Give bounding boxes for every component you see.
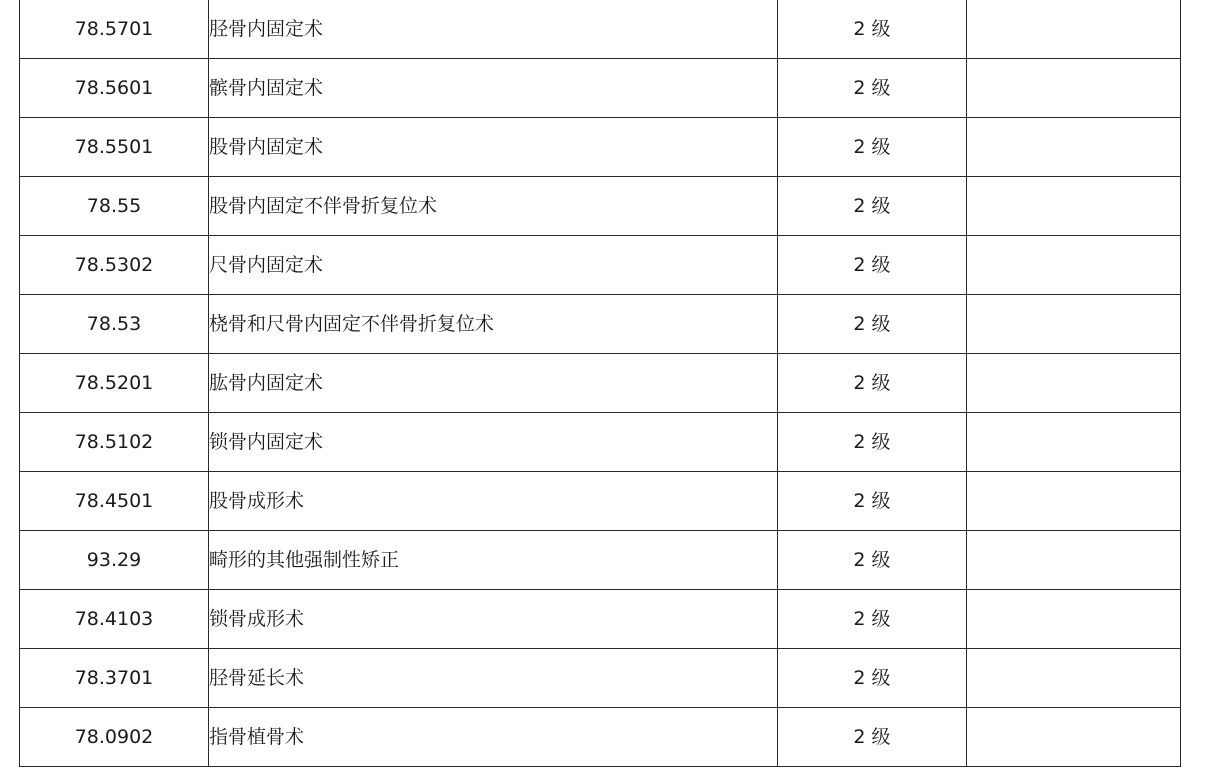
table-row bbox=[20, 354, 1181, 413]
procedure-level-cell: 2 级 bbox=[778, 118, 967, 177]
remarks-cell bbox=[967, 59, 1181, 118]
remarks-cell bbox=[967, 118, 1181, 177]
procedure-name-cell: 股骨内固定不伴骨折复位术 bbox=[209, 177, 778, 236]
procedure-level-cell: 2 级 bbox=[778, 472, 967, 531]
table-row bbox=[20, 236, 1181, 295]
table-row bbox=[20, 531, 1181, 590]
procedure-level-cell: 2 级 bbox=[778, 177, 967, 236]
procedure-name-cell: 指骨植骨术 bbox=[209, 708, 778, 767]
procedure-code-cell: 78.55 bbox=[20, 177, 209, 236]
procedure-level-cell: 2 级 bbox=[778, 531, 967, 590]
procedure-level-cell: 2 级 bbox=[778, 413, 967, 472]
procedure-name-cell: 股骨内固定术 bbox=[209, 118, 778, 177]
table-row bbox=[20, 118, 1181, 177]
procedure-code-cell: 78.5601 bbox=[20, 59, 209, 118]
procedure-name-cell: 胫骨延长术 bbox=[209, 649, 778, 708]
procedure-name-cell: 胫骨内固定术 bbox=[209, 0, 778, 59]
procedure-name-cell: 桡骨和尺骨内固定不伴骨折复位术 bbox=[209, 295, 778, 354]
procedure-level-cell: 2 级 bbox=[778, 295, 967, 354]
procedure-name-cell: 肱骨内固定术 bbox=[209, 354, 778, 413]
table-row bbox=[20, 590, 1181, 649]
procedure-code-cell: 78.5302 bbox=[20, 236, 209, 295]
procedure-code-cell: 78.4103 bbox=[20, 590, 209, 649]
procedure-level-cell: 2 级 bbox=[778, 236, 967, 295]
procedure-level-cell: 2 级 bbox=[778, 590, 967, 649]
procedure-table bbox=[19, 0, 1181, 767]
procedure-name-cell: 锁骨成形术 bbox=[209, 590, 778, 649]
procedure-level-cell: 2 级 bbox=[778, 0, 967, 59]
table-row bbox=[20, 59, 1181, 118]
procedure-name-cell: 畸形的其他强制性矫正 bbox=[209, 531, 778, 590]
table-row bbox=[20, 649, 1181, 708]
remarks-cell bbox=[967, 0, 1181, 59]
procedure-name-cell: 髌骨内固定术 bbox=[209, 59, 778, 118]
procedure-code-cell: 78.0902 bbox=[20, 708, 209, 767]
procedure-code-cell: 78.5501 bbox=[20, 118, 209, 177]
procedure-level-cell: 2 级 bbox=[778, 59, 967, 118]
procedure-level-cell: 2 级 bbox=[778, 649, 967, 708]
remarks-cell bbox=[967, 354, 1181, 413]
procedure-code-cell: 78.4501 bbox=[20, 472, 209, 531]
remarks-cell bbox=[967, 413, 1181, 472]
procedure-name-cell: 锁骨内固定术 bbox=[209, 413, 778, 472]
remarks-cell bbox=[967, 531, 1181, 590]
remarks-cell bbox=[967, 590, 1181, 649]
procedure-name-cell: 尺骨内固定术 bbox=[209, 236, 778, 295]
procedure-code-cell: 78.53 bbox=[20, 295, 209, 354]
procedure-table-page bbox=[19, 0, 1180, 767]
procedure-level-cell: 2 级 bbox=[778, 354, 967, 413]
remarks-cell bbox=[967, 649, 1181, 708]
procedure-code-cell: 93.29 bbox=[20, 531, 209, 590]
remarks-cell bbox=[967, 708, 1181, 767]
remarks-cell bbox=[967, 177, 1181, 236]
procedure-level-cell: 2 级 bbox=[778, 708, 967, 767]
procedure-code-cell: 78.5701 bbox=[20, 0, 209, 59]
table-row bbox=[20, 0, 1181, 59]
table-row bbox=[20, 413, 1181, 472]
procedure-code-cell: 78.5201 bbox=[20, 354, 209, 413]
table-row bbox=[20, 708, 1181, 767]
remarks-cell bbox=[967, 236, 1181, 295]
table-row bbox=[20, 295, 1181, 354]
table-row bbox=[20, 472, 1181, 531]
remarks-cell bbox=[967, 472, 1181, 531]
remarks-cell bbox=[967, 295, 1181, 354]
procedure-code-cell: 78.3701 bbox=[20, 649, 209, 708]
procedure-code-cell: 78.5102 bbox=[20, 413, 209, 472]
table-row bbox=[20, 177, 1181, 236]
procedure-name-cell: 股骨成形术 bbox=[209, 472, 778, 531]
